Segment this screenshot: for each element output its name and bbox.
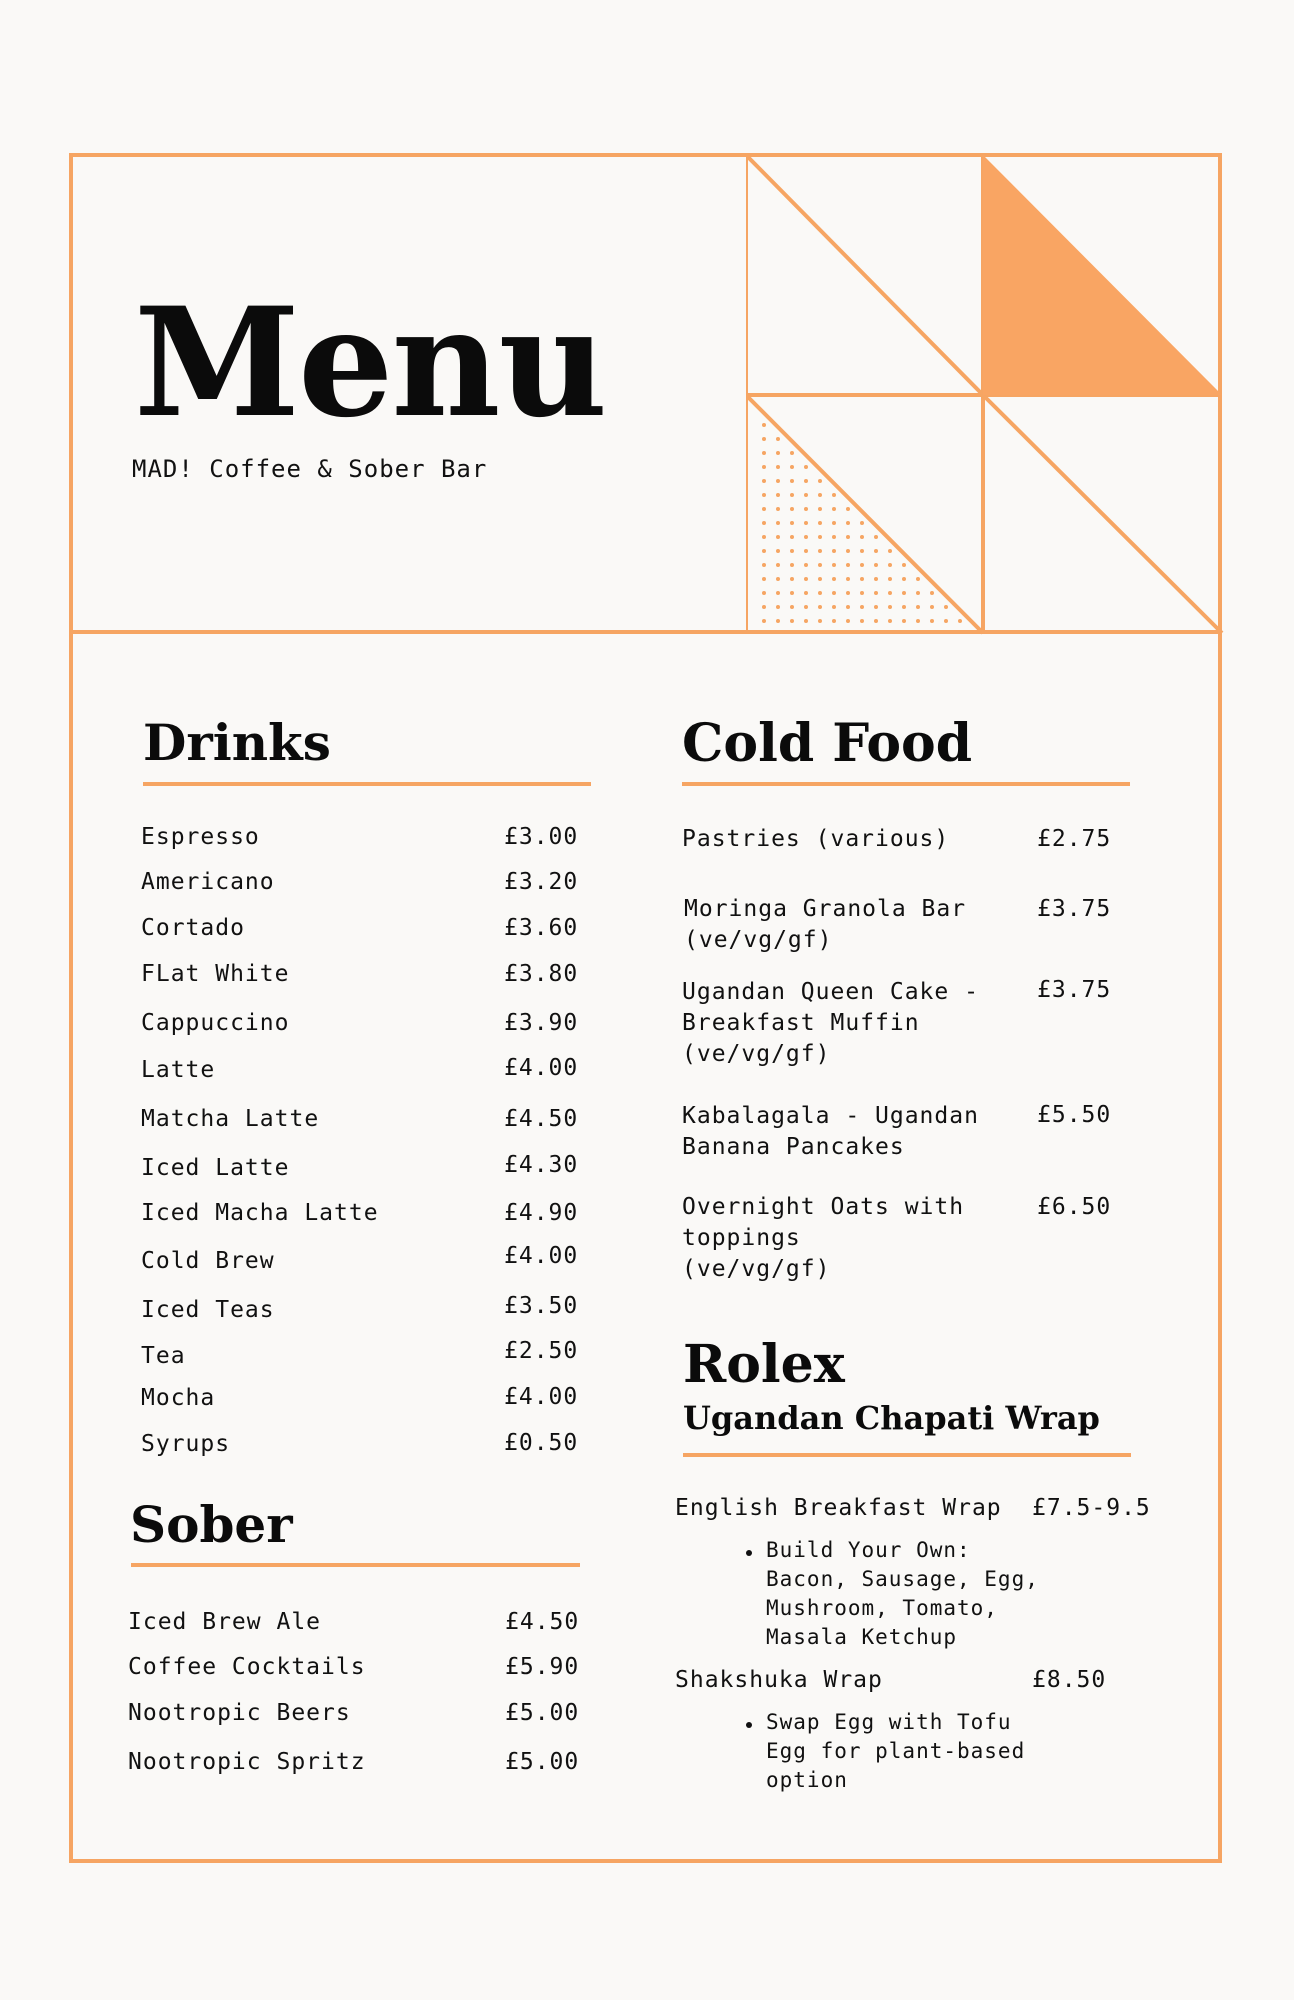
drink-price: £3.20	[504, 869, 579, 895]
rolex-name: Shakshuka Wrap	[675, 1667, 883, 1693]
drink-name: Latte	[141, 1057, 216, 1083]
drink-price: £4.00	[504, 1384, 579, 1410]
rolex-note: Build Your Own: Bacon, Sausage, Egg, Mushroom, Tomato, Masala Ketchup	[766, 1538, 1039, 1649]
sober-rule	[131, 1563, 580, 1567]
cold-food-heading: Cold Food	[682, 713, 973, 774]
bullet-icon	[746, 1722, 752, 1728]
drink-name: Espresso	[141, 824, 260, 850]
rolex-name: English Breakfast Wrap	[675, 1495, 1002, 1521]
drink-name: Cortado	[141, 915, 245, 941]
menu-title: Menu	[134, 275, 606, 451]
rolex-rule	[683, 1453, 1131, 1457]
rolex-price: £8.50	[1032, 1667, 1107, 1693]
rolex-subtitle: Ugandan Chapati Wrap	[683, 1399, 1100, 1437]
drink-price: £2.50	[504, 1338, 579, 1364]
geometric-triangles-graphic	[746, 155, 1226, 635]
cold-food-name: Pastries (various)	[682, 826, 950, 852]
cold-food-price: £3.75	[1037, 977, 1112, 1003]
cold-food-price: £5.50	[1037, 1102, 1112, 1128]
sober-name: Coffee Cocktails	[128, 1654, 366, 1680]
drink-name: FLat White	[141, 961, 290, 987]
bullet-icon	[746, 1550, 752, 1556]
sober-price: £5.00	[505, 1700, 580, 1726]
drink-price: £0.50	[504, 1430, 579, 1456]
drink-name: Iced Macha Latte	[141, 1200, 379, 1226]
cold-food-price: £6.50	[1037, 1194, 1112, 1220]
sober-name: Nootropic Spritz	[128, 1749, 366, 1775]
cold-food-name: Kabalagala - Ugandan Banana Pancakes	[682, 1103, 979, 1160]
drink-price: £4.90	[504, 1200, 579, 1226]
drink-price: £3.80	[504, 961, 579, 987]
drink-name: Iced Latte	[141, 1155, 290, 1181]
drink-name: Mocha	[141, 1385, 216, 1411]
sober-price: £5.00	[505, 1749, 580, 1775]
cold-food-name: Moringa Granola Bar (ve/vg/gf)	[684, 896, 967, 953]
sober-name: Iced Brew Ale	[128, 1609, 322, 1635]
drinks-rule	[143, 782, 591, 786]
cold-food-price: £2.75	[1037, 826, 1112, 852]
rolex-heading: Rolex	[683, 1334, 845, 1395]
drink-price: £4.30	[504, 1152, 579, 1178]
drink-price: £4.00	[504, 1243, 579, 1269]
drinks-heading: Drinks	[143, 713, 331, 772]
drink-price: £3.90	[504, 1010, 579, 1036]
sober-price: £5.90	[505, 1654, 580, 1680]
sober-heading: Sober	[130, 1495, 293, 1554]
drink-price: £3.60	[504, 915, 579, 941]
cold-food-name: Ugandan Queen Cake - Breakfast Muffin (ve/vg/gf)	[682, 979, 979, 1067]
drink-name: Tea	[141, 1343, 186, 1369]
sober-price: £4.50	[505, 1609, 580, 1635]
drink-price: £4.50	[504, 1106, 579, 1132]
drink-name: Iced Teas	[141, 1297, 275, 1323]
drink-name: Syrups	[141, 1431, 231, 1457]
sober-name: Nootropic Beers	[128, 1700, 351, 1726]
cold-food-price: £3.75	[1037, 896, 1112, 922]
drink-name: Cold Brew	[141, 1248, 275, 1274]
drink-name: Americano	[141, 869, 275, 895]
cold-food-name: Overnight Oats with toppings (ve/vg/gf)	[682, 1194, 965, 1282]
drink-name: Cappuccino	[141, 1010, 290, 1036]
rolex-price: £7.5-9.5	[1032, 1495, 1151, 1521]
drink-price: £4.00	[504, 1055, 579, 1081]
drink-name: Matcha Latte	[141, 1106, 320, 1132]
rolex-note: Swap Egg with Tofu Egg for plant-based option	[766, 1710, 1026, 1792]
drink-price: £3.50	[504, 1293, 579, 1319]
cold-food-rule	[682, 782, 1130, 786]
drink-price: £3.00	[504, 824, 579, 850]
cafe-name: MAD! Coffee & Sober Bar	[132, 455, 488, 483]
